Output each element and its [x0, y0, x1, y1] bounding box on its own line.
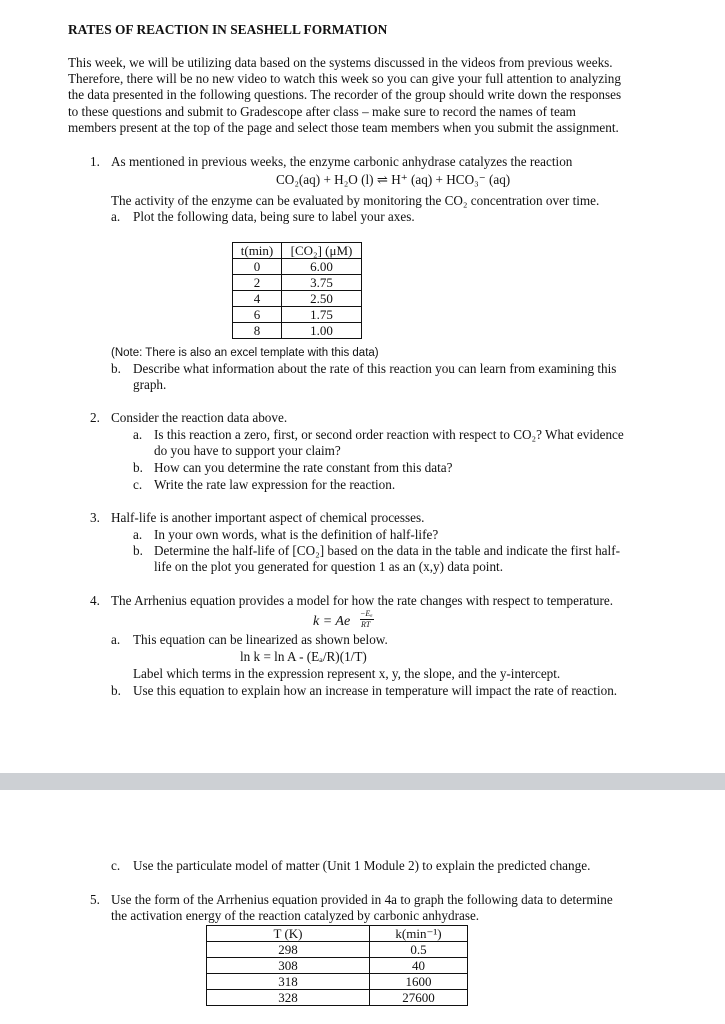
table-header-row: [207, 926, 468, 942]
table-cell: 318: [207, 974, 370, 990]
table-cell: 8: [233, 323, 282, 339]
arrhenius-formula: k = Ae: [313, 614, 351, 629]
table-row: [207, 942, 468, 958]
table-row: [233, 323, 362, 339]
q1-number: 1.: [90, 154, 100, 169]
q4b-label: b.: [111, 683, 121, 698]
q3-text: Half-life is another important aspect of chemical processes.: [111, 510, 425, 525]
table-cell: 2: [233, 275, 282, 291]
q1a-text: Plot the following data, being sure to label your axes.: [133, 209, 415, 224]
co2-data-table: [232, 242, 362, 339]
intro-paragraph: [68, 55, 668, 136]
q4a-instruction: Label which terms in the expression represent x, y, the slope, and the y-intercept.: [133, 666, 561, 681]
q2b-text: How can you determine the rate constant from this data?: [154, 460, 453, 475]
q2c-text: Write the rate law expression for the reaction.: [154, 477, 396, 492]
table-row: [233, 259, 362, 275]
intro-line: Therefore, there will be no new video to watch this week so you can give your full attention to analyzing: [68, 71, 621, 87]
q1b-text: Describe what information about the rate of this reaction you can learn from examining this: [133, 361, 617, 376]
table-row: [207, 990, 468, 1006]
intro-line: This week, we will be utilizing data based on the systems discussed in the videos from previous weeks.: [68, 55, 613, 70]
table-cell: 298: [207, 942, 370, 958]
table-header: [CO₂] (μM): [282, 243, 362, 259]
table-header: t(min): [233, 243, 282, 259]
q4b-text: Use this equation to explain how an increase in temperature will impact the rate of reaction.: [133, 683, 618, 698]
q2-text: Consider the reaction data above.: [111, 410, 288, 425]
intro-line: the data presented in the following questions. The recorder of the group should write down the responses: [68, 87, 622, 103]
table-cell: 6: [233, 307, 282, 323]
table-cell: 1.00: [282, 323, 362, 339]
q2b-label: b.: [133, 460, 143, 475]
q5-text: the activation energy of the reaction catalyzed by carbonic anhydrase.: [111, 908, 480, 923]
linearized-equation: ln k = ln A - (Eₐ/R)(1/T): [240, 649, 367, 664]
q1-activity: The activity of the enzyme can be evaluated by monitoring the CO₂ concentration over time.: [111, 193, 600, 208]
formula-exponent-numerator: −Eₐ: [360, 609, 373, 618]
table-row: [207, 958, 468, 974]
table-cell: 0: [233, 259, 282, 275]
q1-text: As mentioned in previous weeks, the enzyme carbonic anhydrase catalyzes the reaction: [111, 154, 573, 169]
table-row: [207, 974, 468, 990]
intro-line: members present at the top of the page and select those team members when you submit the assignment.: [68, 119, 619, 135]
table-cell: 1.75: [282, 307, 362, 323]
q3-number: 3.: [90, 510, 100, 525]
q3b-text: Determine the half-life of [CO₂] based on the data in the table and indicate the first half-: [154, 543, 620, 558]
table-cell: 0.5: [370, 942, 468, 958]
table-cell: 328: [207, 990, 370, 1006]
q1a-label: a.: [111, 209, 121, 224]
q2a-text: Is this reaction a zero, first, or second order reaction with respect to CO₂? What evidence: [154, 427, 624, 442]
page-title: RATES OF REACTION IN SEASHELL FORMATION: [68, 22, 388, 37]
table-cell: 3.75: [282, 275, 362, 291]
table-row: [233, 275, 362, 291]
table-cell: 40: [370, 958, 468, 974]
q4a-text: This equation can be linearized as shown below.: [133, 632, 388, 647]
table-cell: 308: [207, 958, 370, 974]
q4c-label: c.: [111, 858, 121, 873]
table-cell: 6.00: [282, 259, 362, 275]
q4-text: The Arrhenius equation provides a model for how the rate changes with respect to temperature.: [111, 593, 614, 608]
q4a-label: a.: [111, 632, 121, 647]
table-cell: 2.50: [282, 291, 362, 307]
formula-exponent-denominator: RT: [361, 620, 371, 629]
q2-number: 2.: [90, 410, 100, 425]
table-cell: 27600: [370, 990, 468, 1006]
q3a-label: a.: [133, 527, 143, 542]
q1-note: (Note: There is also an excel template with this data): [111, 347, 379, 359]
table-cell: 4: [233, 291, 282, 307]
q4-number: 4.: [90, 593, 100, 608]
table-header-row: [233, 243, 362, 259]
q4c-text: Use the particulate model of matter (Unit 1 Module 2) to explain the predicted change.: [133, 858, 591, 873]
q1b-text: graph.: [133, 377, 167, 392]
table-row: [233, 307, 362, 323]
intro-line: to these questions and submit to Gradescope after class – make sure to record the names of team: [68, 103, 576, 119]
table-cell: 1600: [370, 974, 468, 990]
q3b-text: life on the plot you generated for question 1 as an (x,y) data point.: [154, 559, 504, 574]
q1b-label: b.: [111, 361, 121, 376]
table-header: T (K): [207, 926, 370, 942]
q3a-text: In your own words, what is the definition of half-life?: [154, 527, 439, 542]
q5-text: Use the form of the Arrhenius equation provided in 4a to graph the following data to determine: [111, 892, 613, 907]
page-separator: [0, 773, 725, 790]
q3b-label: b.: [133, 543, 143, 558]
q5-number: 5.: [90, 892, 100, 907]
q1-reaction: CO₂(aq) + H₂O (l) ⇌ H⁺ (aq) + HCO₃⁻ (aq): [276, 172, 511, 187]
table-header: k(min⁻¹): [370, 926, 468, 942]
q2a-text: do you have to support your claim?: [154, 443, 341, 458]
arrhenius-data-table: [206, 925, 468, 1006]
q2c-label: c.: [133, 477, 143, 492]
q2a-label: a.: [133, 427, 143, 442]
table-row: [233, 291, 362, 307]
